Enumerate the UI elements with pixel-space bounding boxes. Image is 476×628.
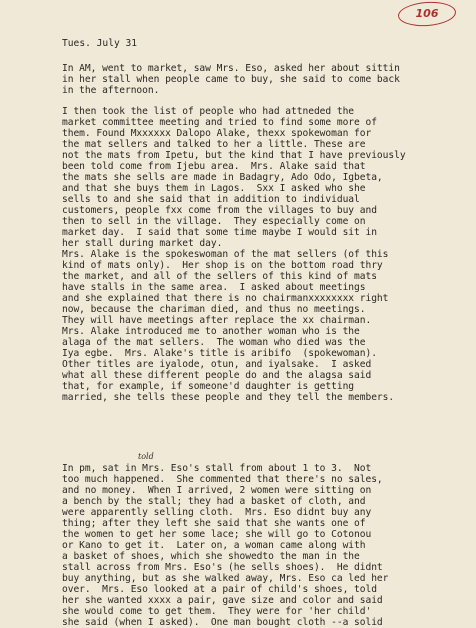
- text-line: in the afternoon.: [62, 85, 160, 96]
- date-heading: Tues. July 31: [62, 38, 138, 49]
- paragraph-morning-market: [62, 63, 400, 96]
- text-line: the market, and all of the sellers of this kind of mats: [62, 271, 377, 282]
- text-line: the mat sellers and talked to her a little. These are: [62, 139, 366, 150]
- text-line: I then took the list of people who had attneded the: [62, 106, 355, 117]
- paragraph-mat-sellers: [62, 106, 406, 403]
- text-line: been told come from Ijebu area. Mrs. Alake said that: [62, 161, 366, 172]
- text-line: Mrs. Alake is the spokeswoman of the mat sellers (of this: [62, 249, 389, 260]
- paragraph-afternoon-stall: [62, 463, 388, 628]
- text-line: market committee meeting and tried to find some more of: [62, 117, 377, 128]
- text-line: now, because the chariman died, and thus no meetings.: [62, 304, 366, 315]
- text-line: stall across from Mrs. Eso's (he sells shoes). He didnt: [62, 562, 383, 573]
- text-line: Mrs. Alake introduced me to another woman who is the: [62, 326, 360, 337]
- text-line: them. Found Mxxxxxx Dalopo Alake, thexx spokewoman for: [62, 128, 372, 139]
- text-line: or Kano to get it. Later on, a woman came along with: [62, 540, 366, 551]
- text-line: and she explained that there is no chairmanxxxxxxxx right: [62, 293, 389, 304]
- handwritten-insertion: told: [138, 452, 154, 461]
- text-line: and that she buys them in Lagos. Sxx I asked who she: [62, 183, 366, 194]
- text-line: Other titles are iyalode, otun, and iyalsake. I asked: [62, 359, 372, 370]
- text-line: she said (when I asked). One man bought cloth --a solid: [62, 617, 383, 628]
- text-line: too much happened. She commented that there's no sales,: [62, 474, 383, 485]
- text-line: alaga of the mat sellers. The woman who died was the: [62, 337, 366, 348]
- text-line: a bench by the stall; they had a basket of cloth, and: [62, 496, 366, 507]
- text-line: that, for example, if someone'd daughter is getting: [62, 381, 355, 392]
- text-line: Iya egbe. Mrs. Alake's title is aribifo (spokewoman).: [62, 348, 377, 359]
- text-line: were apparently selling cloth. Mrs. Eso didnt buy any: [62, 507, 372, 518]
- text-line: in her stall when people came to buy, she said to come back: [62, 74, 400, 85]
- text-line: the women to get her some lace; she will go to Cotonou: [62, 529, 372, 540]
- text-line: They will have meetings after replace the xx chairman.: [62, 315, 372, 326]
- text-line: thing; after they left she said that she wants one of: [62, 518, 366, 529]
- text-line: customers, people fxx come from the villages to buy and: [62, 205, 377, 216]
- page-number: 106: [415, 7, 439, 20]
- text-line: married, she tells these people and they tell the members.: [62, 392, 395, 403]
- text-line: kind of mats only). Her shop is on the bottom road thry: [62, 260, 383, 271]
- text-line: she would come to get them. They were for 'her child': [62, 606, 372, 617]
- text-line: sells to and she said that in addition to individual: [62, 194, 360, 205]
- text-line: a basket of shoes, which she showedto the man in the: [62, 551, 360, 562]
- text-line: In pm, sat in Mrs. Eso's stall from about 1 to 3. Not: [62, 463, 372, 474]
- text-line: her stall during market day.: [62, 238, 223, 249]
- text-line: buy anything, but as she walked away, Mrs. Eso ca led her: [62, 573, 389, 584]
- text-line: the mats she sells are made in Badagry, Ado Odo, Igbeta,: [62, 172, 383, 183]
- text-line: then to sell in the village. They especially come on: [62, 216, 366, 227]
- text-line: have stalls in the same area. I asked about meetings: [62, 282, 366, 293]
- text-line: what all these different people do and the alagsa said: [62, 370, 372, 381]
- text-line: her she wanted xxxx a pair, gave size and color and said: [62, 595, 383, 606]
- text-line: not the mats from Ipetu, but the kind that I have previously: [62, 150, 406, 161]
- text-line: market day. I said that some time maybe I would sit in: [62, 227, 377, 238]
- text-line: and no money. When I arrived, 2 women were sitting on: [62, 485, 372, 496]
- text-line: over. Mrs. Eso looked at a pair of child's shoes, told: [62, 584, 377, 595]
- text-line: In AM, went to market, saw Mrs. Eso, asked her about sittin: [62, 63, 400, 74]
